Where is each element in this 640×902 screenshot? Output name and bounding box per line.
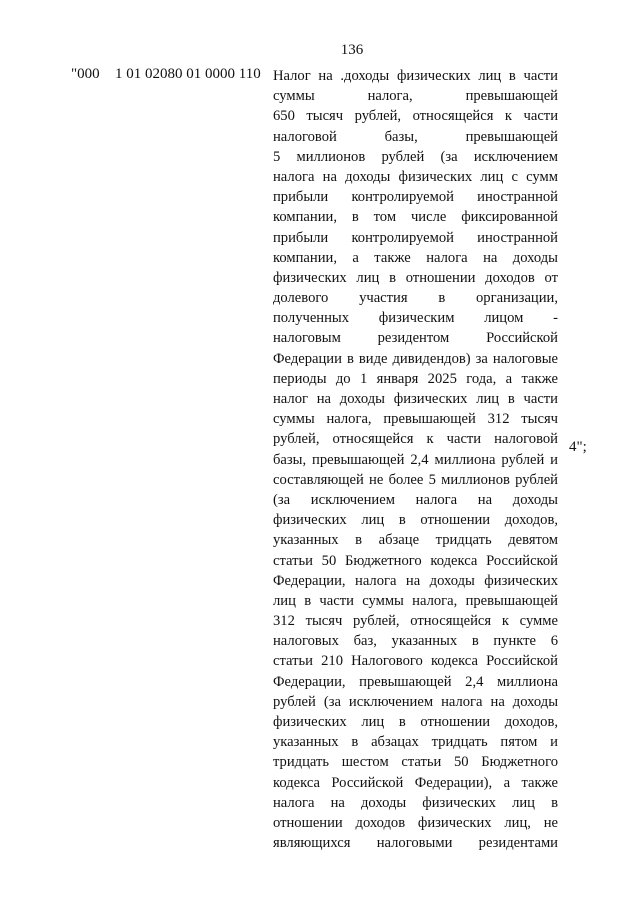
description-line: налоговой базы, превышающей [273, 128, 558, 145]
description-line: периоды до 1 января 2025 года, а также [273, 370, 558, 387]
description-line: статьи 50 Бюджетного кодекса Российской [273, 552, 558, 569]
description-line: указанных в абзаце тридцать девятом [273, 532, 558, 549]
description-line: прибыли контролируемой иностранной [273, 229, 558, 246]
description-line: (за исключением налога на доходы [273, 491, 558, 508]
description-line: прибыли контролируемой иностранной [273, 189, 558, 206]
description-line: базы, превышающей 2,4 миллиона рублей и [273, 451, 558, 468]
description-line: налога на доходы физических лиц с сумм [273, 168, 558, 185]
description-line: Федерации, превышающей 2,4 миллиона [273, 673, 558, 690]
description-line: суммы налога, превышающей [273, 88, 558, 105]
description-line: налог на доходы физических лиц в части [273, 391, 558, 407]
description-line: долевого участия в организации, [273, 290, 558, 307]
description-line: физических лиц в отношении доходов, [273, 714, 558, 730]
description-line: рублей, относящейся к части налоговой [273, 431, 558, 448]
description-line: составляющей не более 5 миллионов рублей [273, 471, 558, 488]
description-line: указанных в абзацах тридцать пятом и [273, 734, 558, 751]
description-line: налога на доходы физических лиц в [273, 794, 558, 811]
admin-code: "000 [71, 66, 100, 82]
description-line: налоговых баз, указанных в пункте 6 [273, 633, 558, 650]
description-line: статьи 210 Налогового кодекса Российской [273, 653, 558, 670]
description-line: физических лиц в отношении доходов от [273, 269, 558, 286]
description-line: Федерации в виде дивидендов) за налоговые [273, 350, 558, 367]
description-line: 312 тысяч рублей, относящейся к сумме [273, 613, 558, 630]
description-line: являющихся налоговыми резидентами [273, 835, 558, 852]
kbk-code: 1 01 02080 01 0000 110 [115, 66, 261, 82]
description-text [273, 66, 558, 853]
description-line: налоговым резидентом Российской [273, 330, 558, 347]
description-line: Налог на .доходы физических лиц в части [273, 68, 558, 84]
description-line: полученных физическим лицом - [273, 310, 558, 327]
row-suffix: 4"; [569, 439, 587, 455]
description-line: компании, в том числе фиксированной [273, 209, 558, 226]
description-line: физических лиц в отношении доходов, [273, 512, 558, 529]
description-line: Федерации, налога на доходы физических [273, 572, 558, 589]
description-line: компании, а также налога на доходы [273, 249, 558, 266]
description-line: кодекса Российской Федерации), а также [273, 774, 558, 791]
description-line: 650 тысяч рублей, относящейся к части [273, 108, 558, 125]
description-line: 5 миллионов рублей (за исключением [273, 148, 558, 165]
description-line: отношении доходов физических лиц, не [273, 814, 558, 831]
description-line: суммы налога, превышающей 312 тысяч [273, 411, 558, 428]
description-line: рублей (за исключением налога на доходы [273, 693, 558, 710]
description-line: лиц в части суммы налога, превышающей [273, 592, 558, 609]
page-number: 136 [340, 42, 364, 58]
description-line: тридцать шестом статьи 50 Бюджетного [273, 754, 558, 771]
